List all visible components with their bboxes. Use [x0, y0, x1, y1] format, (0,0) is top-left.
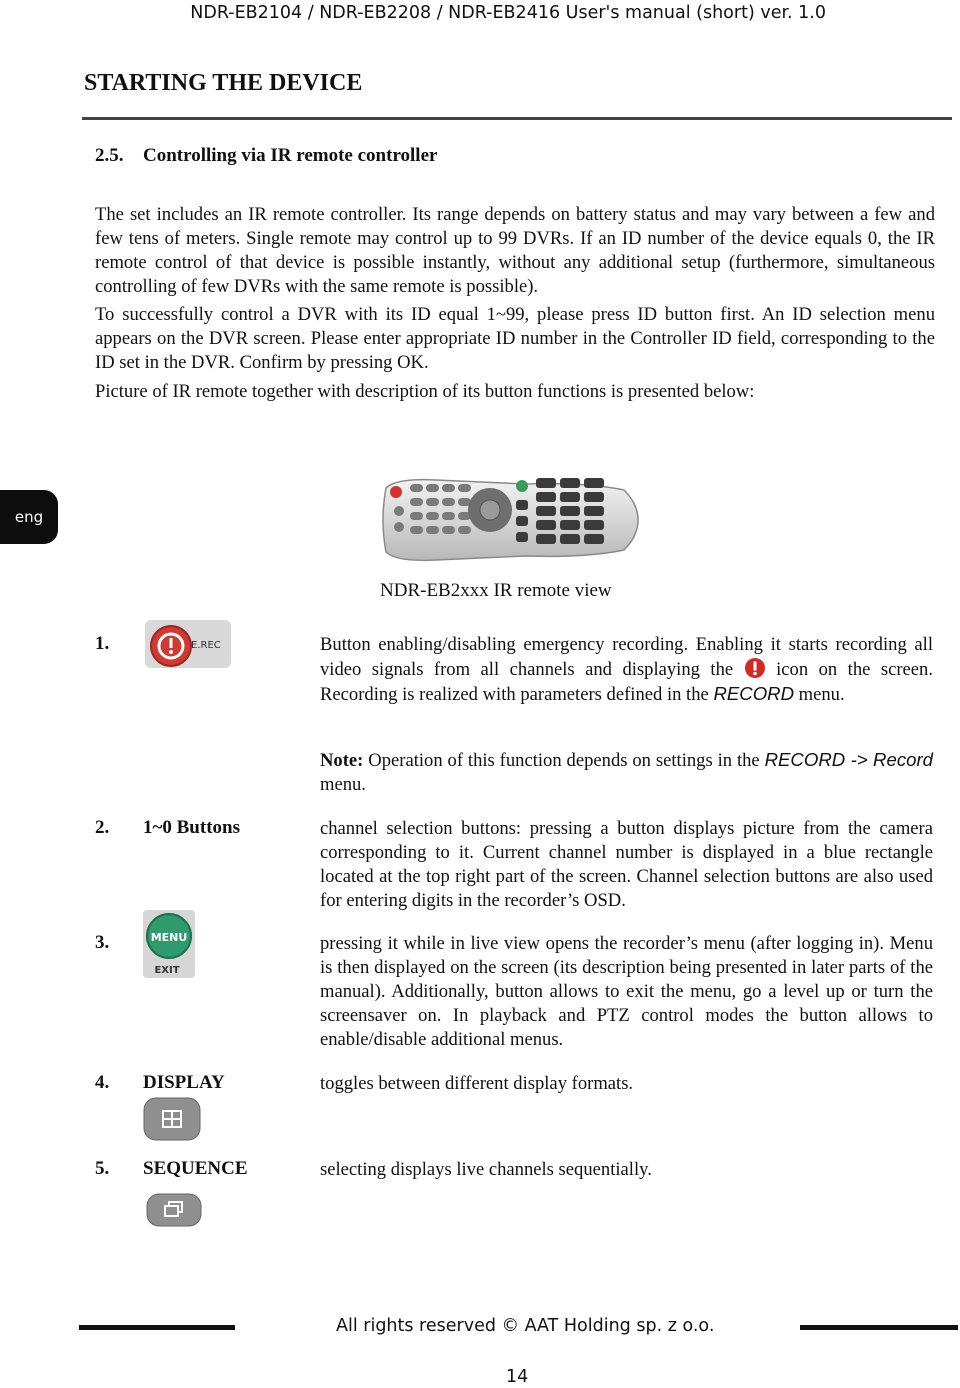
subsection-number: 2.5.: [95, 145, 124, 166]
language-tab-label: eng: [14, 508, 44, 526]
item-1-desc-part-a: Button enabling/disabling emergency recording. Enabling it starts recording all video signals from all channels and displaying the: [320, 634, 933, 680]
item-4-number: 4.: [95, 1072, 110, 1093]
footer-line-left: [79, 1325, 235, 1330]
footer-line-right: [800, 1325, 958, 1330]
item-5-number: 5.: [95, 1158, 110, 1179]
note-text-b: menu.: [320, 774, 366, 795]
item-2-description: channel selection buttons: pressing a button displays picture from the camera corresponding to it. Current channel number is displayed in a blue rectangle located at the top right part of the screen. Channel selection buttons are also used for entering digits in the recorder’s OSD.: [320, 818, 933, 911]
emergency-record-icon-label: E.REC: [191, 640, 221, 651]
section-title: STARTING THE DEVICE: [84, 70, 363, 96]
language-tab: [0, 490, 58, 544]
footer-copyright: All rights reserved © AAT Holding sp. z o.o.: [336, 1316, 715, 1336]
paragraph-picture: Picture of IR remote together with description of its button functions is presented below:: [95, 381, 755, 402]
paragraph-intro: The set includes an IR remote controller. Its range depends on battery status and may vary between a few and few tens of meters. Single remote may control up to 99 DVRs. If an ID number of the device equals 0, the IR remote control of that device is possible instantly, without any additional setup (furthermore, simultaneous controlling of few DVRs with the same remote is possible).: [95, 204, 935, 297]
menu-exit-icon: [143, 910, 195, 978]
manual-title: NDR-EB2104 / NDR-EB2208 / NDR-EB2416 User's manual (short) ver. 1.0: [190, 3, 826, 23]
alert-icon: [744, 657, 766, 679]
item-2-title: 1~0 Buttons: [143, 817, 240, 838]
section-divider: [82, 117, 952, 120]
paragraph-id: To successfully control a DVR with its ID equal 1~99, please press ID button first. An ID selection menu appears on the DVR screen. Please enter appropriate ID number in the Controller ID field, corresponding to the ID set in the DVR. Confirm by pressing OK.: [95, 304, 935, 373]
item-1-desc-part-c: menu.: [798, 684, 845, 705]
item-1-number: 1.: [95, 633, 110, 654]
item-3-number: 3.: [95, 932, 110, 953]
note-text-a: Operation of this function depends on settings in the: [368, 750, 760, 771]
note-menu-name: RECORD -> Record: [764, 749, 933, 770]
sequence-icon: [146, 1193, 202, 1227]
menu-icon-label: MENU: [150, 931, 188, 944]
item-4-title: DISPLAY: [143, 1072, 225, 1093]
item-1-description: [320, 633, 933, 707]
item-1-desc-part-b: icon on the screen. Recording is realized with parameters defined in the: [320, 659, 934, 705]
subsection-heading: [95, 145, 437, 167]
item-4-description: toggles between different display formats.: [320, 1073, 634, 1094]
display-icon: [143, 1097, 201, 1141]
figure-caption: NDR-EB2xxx IR remote view: [380, 580, 612, 601]
page-number: 14: [506, 1367, 529, 1387]
exit-icon-label: EXIT: [154, 965, 180, 976]
item-2-number: 2.: [95, 817, 110, 838]
item-1-menu-name: RECORD: [713, 683, 795, 704]
item-1-note: [320, 748, 933, 797]
subsection-title: Controlling via IR remote controller: [143, 145, 438, 166]
ir-remote-image: [376, 470, 642, 570]
item-3-description: pressing it while in live view opens the recorder’s menu (after logging in). Menu is then displayed on the screen (its description being presented in later parts of the manual). Additionally, button allows to exit the menu, go a level up or turn the screensaver on. In playback and PTZ control modes the button allows to enable/disable additional menus.: [320, 933, 933, 1050]
emergency-record-icon: [145, 620, 231, 668]
item-5-title: SEQUENCE: [143, 1158, 248, 1179]
note-label: Note:: [320, 750, 364, 771]
item-5-description: selecting displays live channels sequentially.: [320, 1159, 652, 1180]
